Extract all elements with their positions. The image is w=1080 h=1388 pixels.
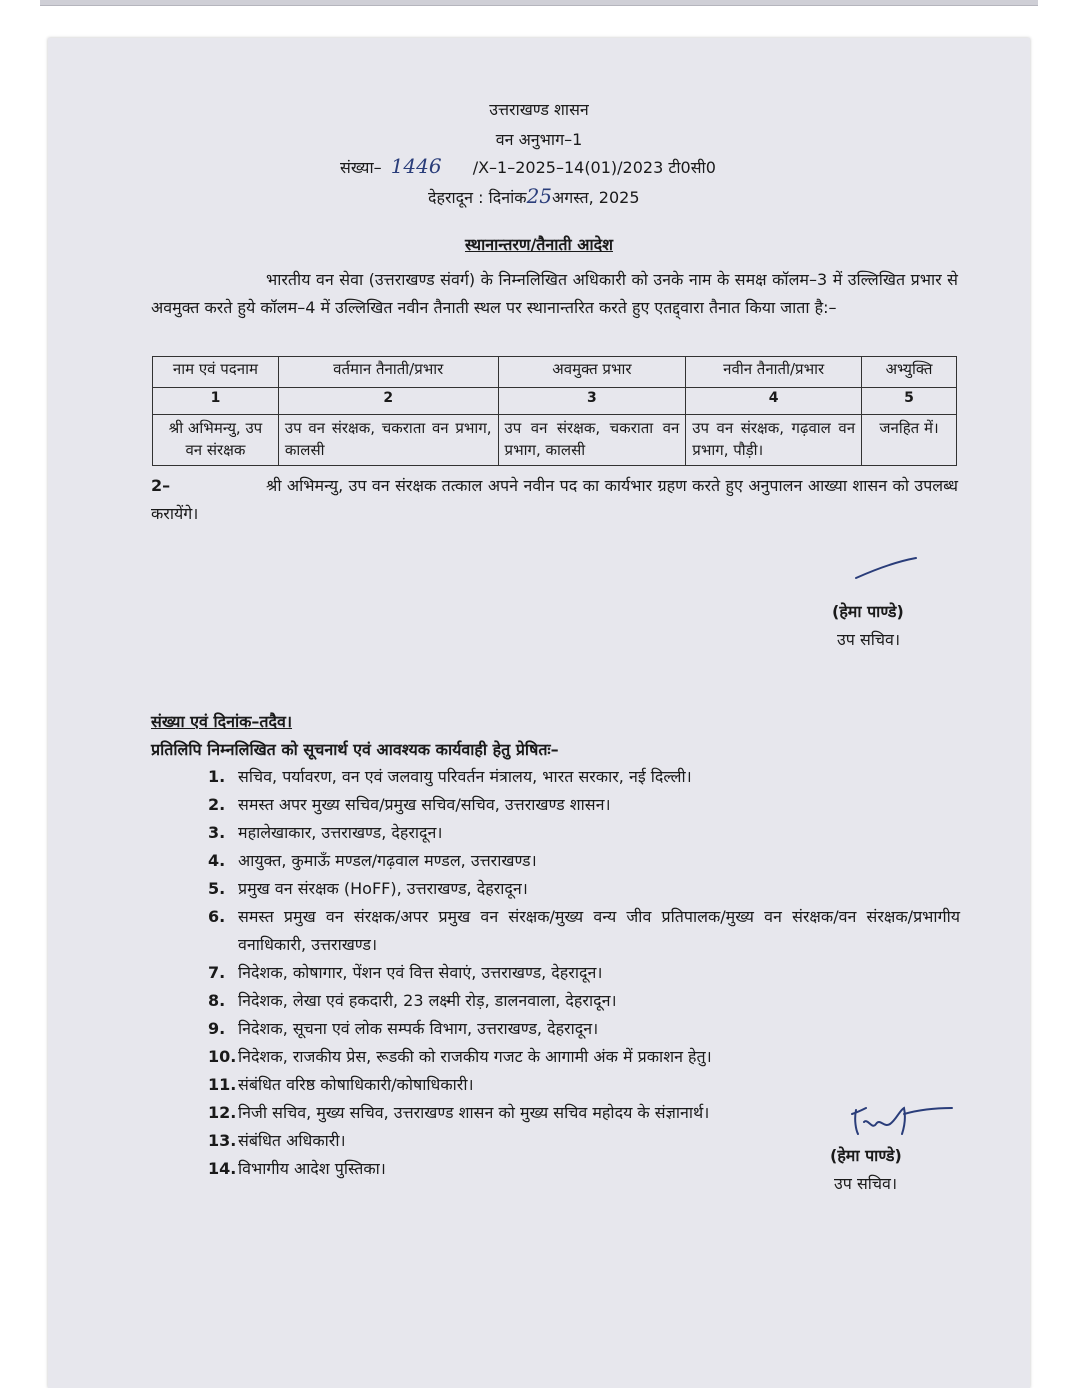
list-item	[208, 1043, 960, 1071]
table-row	[153, 415, 957, 466]
column-number: 2	[278, 388, 498, 415]
column-number: 3	[498, 388, 686, 415]
table-header: नवीन तैनाती/प्रभार	[686, 357, 862, 388]
list-item-text: समस्त प्रमुख वन संरक्षक/अपर प्रमुख वन संरक्षक/मुख्य वन्य जीव प्रतिपालक/मुख्य वन संरक्षक/वन संरक्षक/प्रभागीय वनाधिकारी, उत्तराखण्ड।	[238, 907, 960, 954]
list-item-text: निदेशक, सूचना एवं लोक सम्पर्क विभाग, उत्तराखण्ड, देहरादून।	[238, 1019, 599, 1038]
list-item-text: संबंधित अधिकारी।	[238, 1131, 346, 1150]
order-number-handwritten: 1446	[390, 154, 442, 178]
list-item-text: समस्त अपर मुख्य सचिव/प्रमुख सचिव/सचिव, उत्तराखण्ड शासन।	[238, 795, 611, 814]
list-item	[208, 875, 960, 903]
list-item	[208, 903, 960, 959]
subject-heading	[48, 233, 1030, 255]
table-header: वर्तमान तैनाती/प्रभार	[278, 357, 498, 388]
signatory-name: (हेमा पाण्डे)	[832, 602, 904, 621]
top-strip	[40, 0, 1038, 6]
transfer-table	[152, 356, 957, 466]
order-date-handwritten: 25	[526, 184, 553, 208]
relieved-charge-cell: उप वन संरक्षक, चकराता वन प्रभाग, कालसी	[498, 415, 686, 466]
list-item-number: 4.	[208, 851, 226, 870]
list-item-text: आयुक्त, कुमाऊँ मण्डल/गढ़वाल मण्डल, उत्तराखण्ड।	[238, 851, 537, 870]
list-item-number: 12.	[208, 1103, 237, 1122]
list-item-number: 10.	[208, 1047, 237, 1066]
signatory-designation: उप सचिव।	[837, 630, 901, 649]
order-number	[340, 154, 716, 178]
list-item-number: 7.	[208, 963, 226, 982]
current-posting-cell: उप वन संरक्षक, चकराता वन प्रभाग, कालसी	[278, 415, 498, 466]
copies-heading: प्रतिलिपि निम्नलिखित को सूचनार्थ एवं आवश्यक कार्यवाही हेतु प्रेषितः–	[151, 740, 559, 759]
table-header: अवमुक्त प्रभार	[498, 357, 686, 388]
list-item-text: संबंधित वरिष्ठ कोषाधिकारी/कोषाधिकारी।	[238, 1075, 474, 1094]
signature-mark	[848, 1100, 958, 1140]
list-item-number: 2.	[208, 795, 226, 814]
order-number-prefix: संख्या–	[340, 158, 382, 177]
list-item	[208, 763, 960, 791]
column-number: 1	[153, 388, 279, 415]
list-item	[208, 1015, 960, 1043]
table-header-row	[153, 357, 957, 388]
table-number-row	[153, 388, 957, 415]
signature-mark	[854, 556, 920, 582]
list-item-number: 1.	[208, 767, 226, 786]
list-item-number: 3.	[208, 823, 226, 842]
column-number: 5	[862, 388, 957, 415]
list-item-number: 13.	[208, 1131, 237, 1150]
new-posting-cell: उप वन संरक्षक, गढ़वाल वन प्रभाग, पौड़ी।	[686, 415, 862, 466]
list-item	[208, 791, 960, 819]
list-item-number: 5.	[208, 879, 226, 898]
list-item-number: 9.	[208, 1019, 226, 1038]
list-item-text: प्रमुख वन संरक्षक (HoFF), उत्तराखण्ड, देहरादून।	[238, 879, 528, 898]
list-item	[208, 819, 960, 847]
table-header: नाम एवं पदनाम	[153, 357, 279, 388]
order-number-suffix: /X–1–2025–14(01)/2023 टी0सी0	[472, 158, 716, 177]
order-date-prefix: देहरादून : दिनांक	[428, 188, 527, 207]
list-item-text: निजी सचिव, मुख्य सचिव, उत्तराखण्ड शासन को मुख्य सचिव महोदय के संज्ञानार्थ।	[238, 1103, 710, 1122]
list-item-text: निदेशक, राजकीय प्रेस, रूडकी को राजकीय गजट के आगामी अंक में प्रकाशन हेतु।	[238, 1047, 712, 1066]
govt-name: उत्तराखण्ड शासन	[489, 100, 589, 119]
list-item-text: महालेखाकार, उत्तराखण्ड, देहरादून।	[238, 823, 443, 842]
subject-text: स्थानान्तरण/तैनाती आदेश	[464, 235, 613, 254]
reference-line: संख्या एवं दिनांक–तदैव।	[151, 712, 293, 731]
officer-name-cell: श्री अभिमन्यु, उप वन संरक्षक	[153, 415, 279, 466]
signatory-designation: उप सचिव।	[834, 1174, 898, 1193]
para2-number: 2–	[151, 476, 171, 495]
list-item-text: निदेशक, कोषागार, पेंशन एवं वित्त सेवाएं, उत्तराखण्ड, देहरादून।	[238, 963, 603, 982]
list-item	[208, 959, 960, 987]
remarks-cell: जनहित में।	[862, 415, 957, 466]
list-item	[208, 1071, 960, 1099]
list-item-text: विभागीय आदेश पुस्तिका।	[238, 1159, 386, 1178]
column-number: 4	[686, 388, 862, 415]
list-item-number: 8.	[208, 991, 226, 1010]
intro-paragraph: भारतीय वन सेवा (उत्तराखण्ड संवर्ग) के निम्नलिखित अधिकारी को उनके नाम के समक्ष कॉलम–3 में उल्लिखित प्रभार से अवमुक्त करते हुये कॉलम–4 में उल्लिखित नवीन तैनाती स्थल पर स्थानान्तरित करते हुए एतद्द्वारा तैनात किया जाता है:–	[151, 270, 958, 317]
table-header: अभ्युक्ति	[862, 357, 957, 388]
order-date-suffix: अगस्त, 2025	[552, 188, 640, 207]
list-item	[208, 987, 960, 1015]
section-name: वन अनुभाग–1	[495, 130, 583, 149]
list-item-number: 6.	[208, 907, 226, 926]
list-item	[208, 847, 960, 875]
para2-text: श्री अभिमन्यु, उप वन संरक्षक तत्काल अपने नवीन पद का कार्यभार ग्रहण करते हुए अनुपालन आख्या शासन को उपलब्ध करायेंगे।	[151, 476, 958, 523]
signatory-name: (हेमा पाण्डे)	[830, 1146, 902, 1165]
document-page	[48, 38, 1030, 1388]
list-item-number: 11.	[208, 1075, 237, 1094]
list-item-text: सचिव, पर्यावरण, वन एवं जलवायु परिवर्तन मंत्रालय, भारत सरकार, नई दिल्ली।	[238, 767, 692, 786]
list-item-text: निदेशक, लेखा एवं हकदारी, 23 लक्ष्मी रोड़, डालनवाला, देहरादून।	[238, 991, 617, 1010]
order-date	[428, 184, 640, 208]
list-item-number: 14.	[208, 1159, 237, 1178]
